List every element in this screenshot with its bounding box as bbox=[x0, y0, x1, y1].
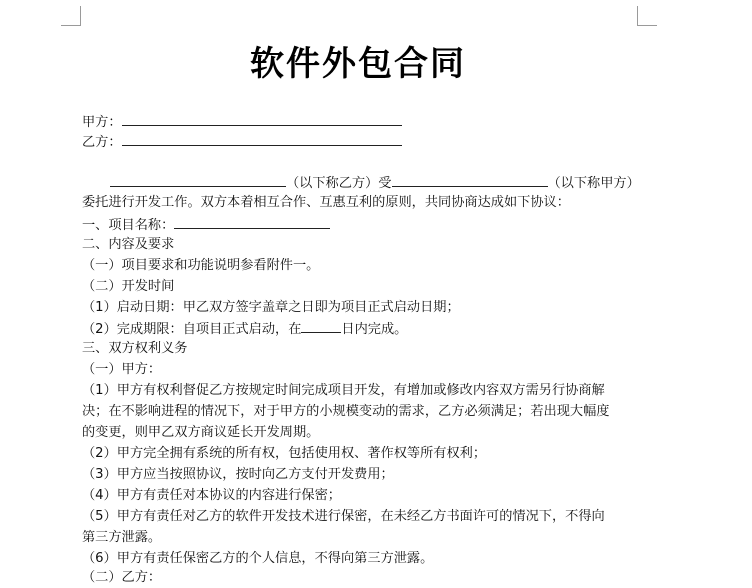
clause-a4: （4）甲方有责任对本协议的内容进行保密； bbox=[82, 488, 341, 503]
section-2-item-2: （二）开发时间 bbox=[82, 279, 175, 294]
party-a-line bbox=[82, 111, 402, 131]
section-3-party-b: （二）乙方： bbox=[82, 570, 162, 585]
section-3-party-a: （一）甲方： bbox=[82, 362, 162, 377]
party-a-label: 甲方： bbox=[82, 115, 122, 130]
section-1 bbox=[82, 214, 330, 234]
section-2: 二、内容及要求 bbox=[82, 237, 175, 252]
clause-a5-line-2: 第三方泄露。 bbox=[82, 530, 162, 545]
project-name-label: 一、项目名称： bbox=[82, 218, 175, 233]
start-date-clause: （1）启动日期：甲乙双方签字盖章之日即为项目正式启动日期； bbox=[82, 300, 460, 315]
party-b-label: 乙方： bbox=[82, 135, 122, 150]
deadline-text: （2）完成期限：自项目正式启动，在 bbox=[82, 322, 302, 337]
intro-end-text: （以下称甲方） bbox=[547, 176, 640, 191]
intro-line-2: 委托进行开发工作。双方本着相互合作、互惠互利的原则，共同协商达成如下协议： bbox=[82, 195, 570, 210]
corner-mark-top-left bbox=[80, 6, 81, 26]
clause-a6: （6）甲方有责任保密乙方的个人信息，不得向第三方泄露。 bbox=[82, 551, 434, 566]
party-a-blank[interactable] bbox=[122, 111, 402, 126]
clause-a1-line-3: 的变更，则甲乙双方商议延长开发周期。 bbox=[82, 425, 320, 440]
party-b-line bbox=[82, 131, 402, 151]
intro-line-1 bbox=[110, 172, 640, 192]
client-blank[interactable] bbox=[392, 172, 548, 187]
section-3: 三、双方权利义务 bbox=[82, 341, 188, 356]
project-name-blank[interactable] bbox=[174, 214, 330, 229]
corner-mark-top-right bbox=[637, 6, 638, 26]
clause-a5-line-1: （5）甲方有责任对乙方的软件开发技术进行保密，在未经乙方书面许可的情况下，不得向 bbox=[82, 509, 605, 524]
contractor-blank[interactable] bbox=[110, 172, 286, 187]
deadline-clause bbox=[82, 318, 407, 338]
clause-a1-line-1: （1）甲方有权利督促乙方按规定时间完成项目开发，有增加或修改内容双方需另行协商解 bbox=[82, 383, 605, 398]
clause-a1-line-2: 决；在不影响进程的情况下，对于甲方的小规模变动的需求，乙方必须满足；若出现大幅度 bbox=[82, 404, 610, 419]
document-title: 软件外包合同 bbox=[250, 44, 466, 84]
intro-mid-text: （以下称乙方）受 bbox=[286, 176, 392, 191]
corner-mark-top-right bbox=[637, 25, 657, 26]
corner-mark-top-left bbox=[61, 25, 81, 26]
clause-a3: （3）甲方应当按照协议，按时向乙方支付开发费用； bbox=[82, 467, 394, 482]
section-2-item-1: （一）项目要求和功能说明参看附件一。 bbox=[82, 258, 320, 273]
deadline-text-end: 日内完成。 bbox=[341, 322, 408, 337]
party-b-blank[interactable] bbox=[122, 131, 402, 146]
clause-a2: （2）甲方完全拥有系统的所有权，包括使用权、著作权等所有权利； bbox=[82, 446, 487, 461]
deadline-days-blank[interactable] bbox=[301, 318, 341, 333]
